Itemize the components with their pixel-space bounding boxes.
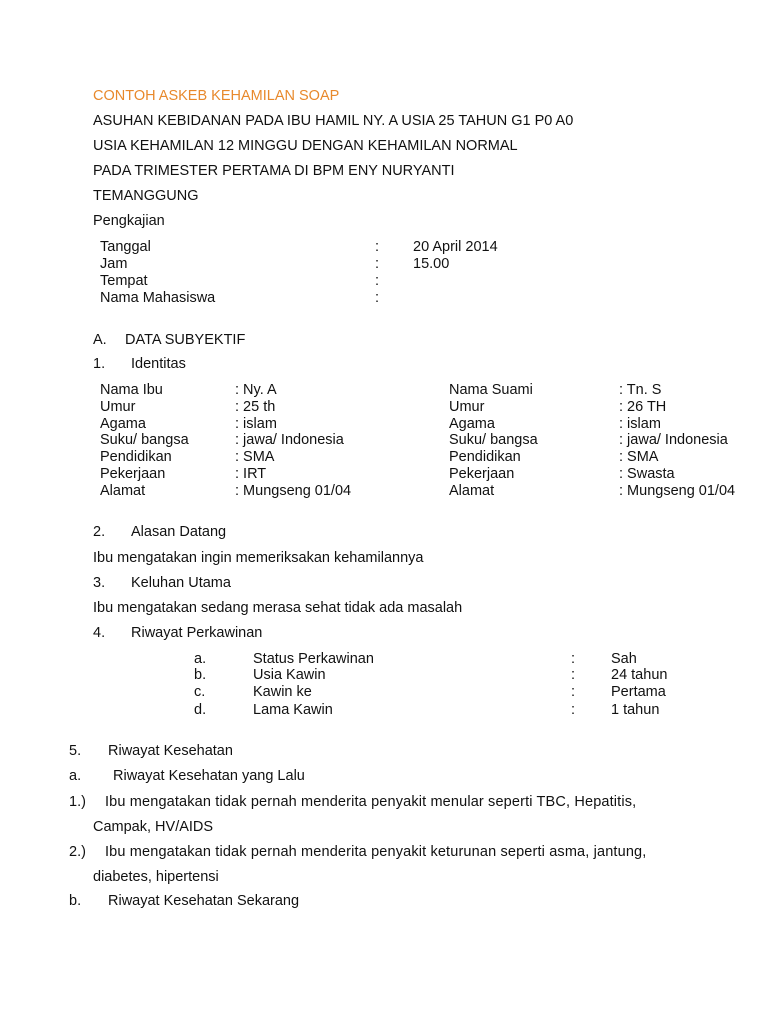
marriage-letter: c. bbox=[194, 684, 206, 700]
heading-line: PADA TRIMESTER PERTAMA DI BPM ENY NURYANTI bbox=[93, 163, 455, 179]
marriage-value: 1 tahun bbox=[611, 702, 660, 718]
section-heading: DATA SUBYEKTIF bbox=[125, 332, 246, 348]
identity-label: Alamat bbox=[100, 483, 146, 499]
identity-label: Nama Suami bbox=[449, 382, 533, 398]
identity-value: : islam bbox=[619, 416, 661, 432]
marriage-sep: : bbox=[571, 702, 576, 718]
body-text: Ibu mengatakan ingin memeriksakan kehamilannya bbox=[93, 550, 424, 566]
marriage-label: Usia Kawin bbox=[253, 667, 326, 683]
marriage-sep: : bbox=[571, 684, 576, 700]
marriage-label: Kawin ke bbox=[253, 684, 312, 700]
marriage-value: 24 tahun bbox=[611, 667, 668, 683]
item-heading: Alasan Datang bbox=[131, 524, 227, 540]
assessment-value: 20 April 2014 bbox=[413, 239, 498, 255]
marriage-value: Pertama bbox=[611, 684, 666, 700]
identity-value: : Swasta bbox=[619, 466, 675, 482]
list-number: 2.) bbox=[69, 844, 86, 860]
assessment-sep: : bbox=[375, 273, 380, 289]
identity-label: Agama bbox=[100, 416, 146, 432]
heading-line: USIA KEHAMILAN 12 MINGGU DENGAN KEHAMILAN NORMAL bbox=[93, 138, 518, 154]
identity-label: Pendidikan bbox=[449, 449, 521, 465]
subitem-letter: a. bbox=[69, 768, 82, 784]
identity-value: : Tn. S bbox=[619, 382, 662, 398]
marriage-value: Sah bbox=[611, 651, 637, 667]
identity-value: : jawa/ Indonesia bbox=[619, 432, 728, 448]
body-text: Ibu mengatakan tidak pernah menderita penyakit keturunan seperti asma, jantung, bbox=[105, 844, 647, 860]
identity-label: Nama Ibu bbox=[100, 382, 163, 398]
identity-value: : Mungseng 01/04 bbox=[235, 483, 352, 499]
section-heading: Pengkajian bbox=[93, 213, 165, 229]
identity-value: : SMA bbox=[619, 449, 659, 465]
heading-line: TEMANGGUNG bbox=[93, 188, 199, 204]
item-heading: Keluhan Utama bbox=[131, 575, 231, 591]
body-text: Ibu mengatakan tidak pernah menderita penyakit menular seperti TBC, Hepatitis, bbox=[105, 794, 637, 810]
marriage-sep: : bbox=[571, 651, 576, 667]
assessment-sep: : bbox=[375, 290, 380, 306]
identity-value: : SMA bbox=[235, 449, 275, 465]
subitem-heading: Riwayat Kesehatan yang Lalu bbox=[113, 768, 305, 784]
marriage-sep: : bbox=[571, 667, 576, 683]
identity-label: Pekerjaan bbox=[449, 466, 515, 482]
section-letter: A. bbox=[93, 332, 107, 348]
identity-label: Alamat bbox=[449, 483, 495, 499]
item-heading: Riwayat Kesehatan bbox=[108, 743, 233, 759]
identity-label: Agama bbox=[449, 416, 495, 432]
identity-value: : Ny. A bbox=[235, 382, 277, 398]
assessment-sep: : bbox=[375, 239, 380, 255]
identity-label: Pendidikan bbox=[100, 449, 172, 465]
assessment-value: 15.00 bbox=[413, 256, 450, 272]
assessment-label: Nama Mahasiswa bbox=[100, 290, 216, 306]
assessment-sep: : bbox=[375, 256, 380, 272]
assessment-label: Tempat bbox=[100, 273, 148, 289]
item-number: 5. bbox=[69, 743, 82, 759]
item-number: 2. bbox=[93, 524, 106, 540]
item-number: 1. bbox=[93, 356, 106, 372]
marriage-letter: a. bbox=[194, 651, 207, 667]
identity-value: : jawa/ Indonesia bbox=[235, 432, 344, 448]
identity-label: Suku/ bangsa bbox=[449, 432, 538, 448]
identity-label: Pekerjaan bbox=[100, 466, 166, 482]
heading-line: ASUHAN KEBIDANAN PADA IBU HAMIL NY. A USIA 25 TAHUN G1 P0 A0 bbox=[93, 113, 574, 129]
item-number: 3. bbox=[93, 575, 106, 591]
assessment-label: Jam bbox=[100, 256, 128, 272]
identity-label: Umur bbox=[449, 399, 485, 415]
item-number: 4. bbox=[93, 625, 106, 641]
identity-value: : Mungseng 01/04 bbox=[619, 483, 736, 499]
subitem-letter: b. bbox=[69, 893, 82, 909]
document-title: CONTOH ASKEB KEHAMILAN SOAP bbox=[93, 88, 340, 104]
marriage-letter: d. bbox=[194, 702, 207, 718]
item-heading: Riwayat Perkawinan bbox=[131, 625, 263, 641]
marriage-letter: b. bbox=[194, 667, 207, 683]
subitem-heading: Riwayat Kesehatan Sekarang bbox=[108, 893, 300, 909]
identity-value: : IRT bbox=[235, 466, 267, 482]
body-text: Ibu mengatakan sedang merasa sehat tidak ada masalah bbox=[93, 600, 463, 616]
identity-value: : 25 th bbox=[235, 399, 276, 415]
body-text: Campak, HV/AIDS bbox=[93, 819, 214, 835]
identity-value: : islam bbox=[235, 416, 277, 432]
identity-label: Suku/ bangsa bbox=[100, 432, 189, 448]
list-number: 1.) bbox=[69, 794, 86, 810]
marriage-label: Status Perkawinan bbox=[253, 651, 374, 667]
assessment-label: Tanggal bbox=[100, 239, 151, 255]
marriage-label: Lama Kawin bbox=[253, 702, 333, 718]
item-heading: Identitas bbox=[131, 356, 186, 372]
body-text: diabetes, hipertensi bbox=[93, 869, 219, 885]
identity-label: Umur bbox=[100, 399, 136, 415]
identity-value: : 26 TH bbox=[619, 399, 667, 415]
